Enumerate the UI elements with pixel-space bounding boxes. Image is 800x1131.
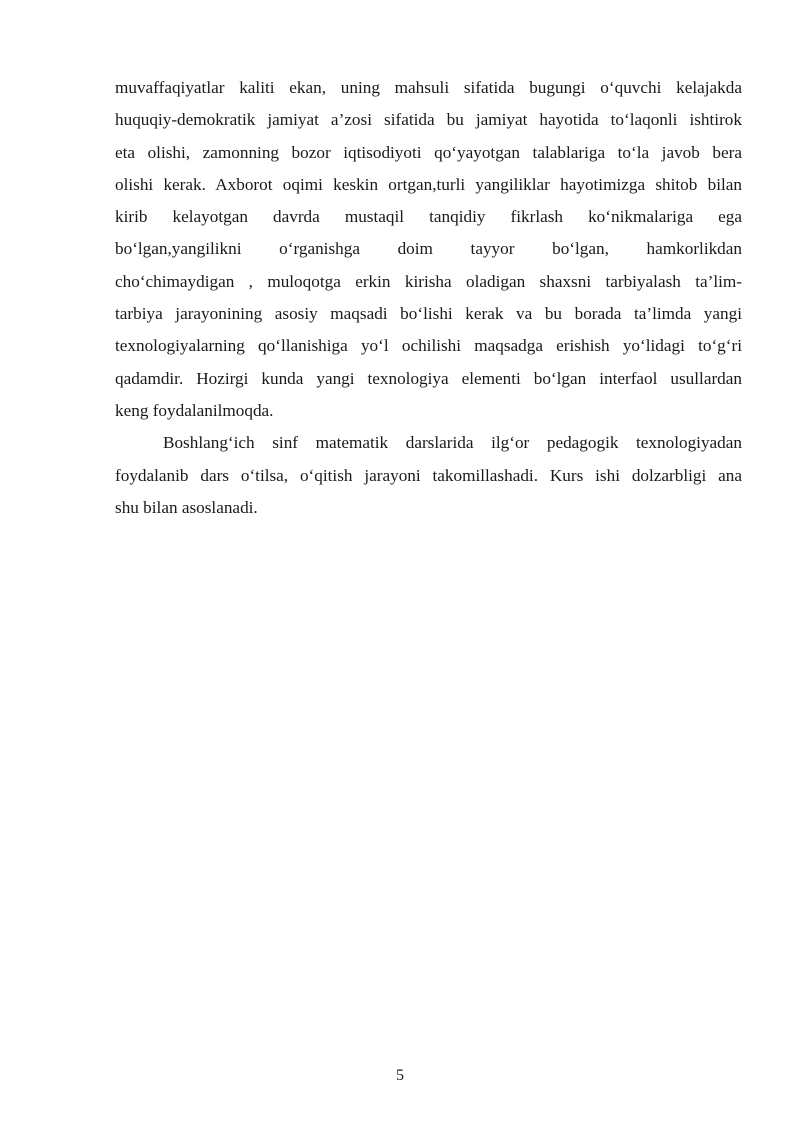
text-line: huquqiy-demokratik jamiyat a’zosi sifatida bu jamiyat hayotida to‘laqonli ishtirok: [115, 110, 742, 130]
text-line: eta olishi, zamonning bozor iqtisodiyoti qo‘yayotgan talablariga to‘la javob bera: [115, 142, 742, 162]
text-line: cho‘chimaydigan , muloqotga erkin kirisha oladigan shaxsni tarbiyalash ta’lim-: [115, 271, 742, 291]
body-text: [115, 72, 742, 524]
text-line: tarbiya jarayonining asosiy maqsadi bo‘lishi kerak va bu borada ta’limda yangi: [115, 304, 742, 324]
text-line: qadamdir. Hozirgi kunda yangi texnologiya elementi bo‘lgan interfaol usullardan: [115, 368, 742, 388]
paragraph-2: [115, 427, 742, 524]
text-line: foydalanib dars o‘tilsa, o‘qitish jarayoni takomillashadi. Kurs ishi dolzarbligi ana: [115, 465, 742, 485]
text-line: bo‘lgan,yangilikni o‘rganishga doim tayyor bo‘lgan, hamkorlikdan: [115, 239, 742, 259]
text-line: texnologiyalarning qo‘llanishiga yo‘l ochilishi maqsadga erishish yo‘lidagi to‘g‘ri: [115, 336, 742, 356]
text-line: muvaffaqiyatlar kaliti ekan, uning mahsuli sifatida bugungi o‘quvchi kelajakda: [115, 78, 742, 97]
text-line: Boshlang‘ich sinf matematik darslarida ilg‘or pedagogik texnologiyadan: [163, 433, 742, 453]
text-line: shu bilan asoslanadi.: [115, 497, 258, 517]
text-line: keng foydalanilmoqda.: [115, 400, 274, 420]
page-number: 5: [396, 1067, 404, 1084]
text-line: olishi kerak. Axborot oqimi keskin ortgan,turli yangiliklar hayotimizga shitob bilan: [115, 174, 742, 194]
paragraph-1: [115, 72, 742, 427]
text-line: kirib kelayotgan davrda mustaqil tanqidiy fikrlash ko‘nikmalariga ega: [115, 207, 742, 227]
